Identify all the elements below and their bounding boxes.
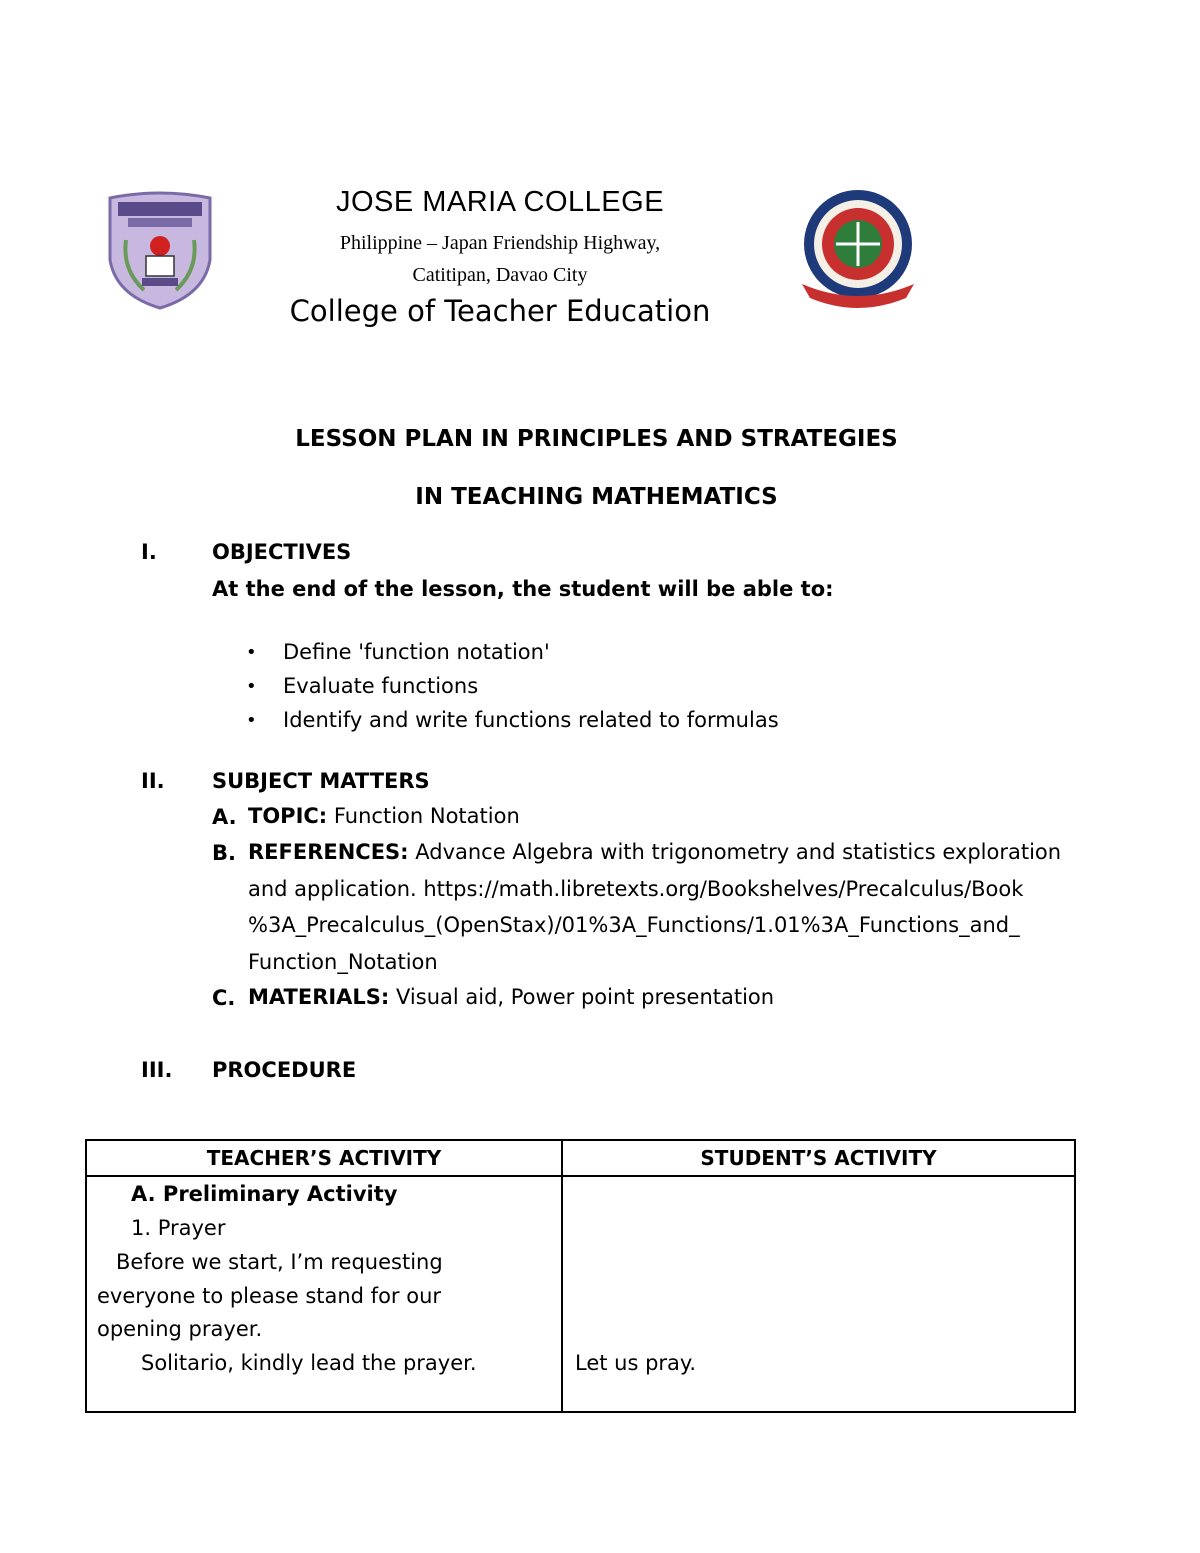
procedure-table: [85, 1139, 1076, 1413]
procedure-numeral: III.: [141, 1058, 173, 1082]
materials-line: [248, 979, 1098, 1016]
objective-item: Identify and write functions related to formulas: [283, 708, 779, 732]
references-text: %3A_Precalculus_(OpenStax)/01%3A_Functions/1.01%3A_Functions_and_: [248, 913, 1020, 937]
references-letter: B.: [212, 841, 236, 865]
student-response: Let us pray.: [575, 1351, 697, 1375]
materials-label: MATERIALS:: [248, 985, 390, 1009]
teacher-line: everyone to please stand for our: [97, 1284, 442, 1308]
student-activity-header: STUDENT’S ACTIVITY: [562, 1140, 1075, 1176]
preliminary-activity-heading: A. Preliminary Activity: [131, 1182, 398, 1206]
bullet-icon: •: [246, 710, 257, 731]
address-line-2: Catitipan, Davao City: [412, 264, 588, 286]
teacher-activity-header: TEACHER’S ACTIVITY: [86, 1140, 562, 1176]
college-seal-logo-right: [796, 186, 920, 310]
references-text: Function_Notation: [248, 949, 438, 974]
lesson-plan-title-line-1: LESSON PLAN IN PRINCIPLES AND STRATEGIES: [295, 426, 898, 452]
objectives-numeral: I.: [141, 540, 157, 564]
teacher-activity-cell: [86, 1176, 562, 1412]
references-block: [248, 834, 1098, 980]
teacher-line: opening prayer.: [97, 1317, 263, 1341]
objective-item: Evaluate functions: [283, 674, 479, 698]
lesson-plan-title-line-2: IN TEACHING MATHEMATICS: [415, 484, 778, 510]
references-label: REFERENCES:: [248, 840, 409, 864]
subject-matters-numeral: II.: [141, 769, 165, 793]
objectives-intro: At the end of the lesson, the student will be able to:: [212, 577, 834, 601]
school-name: JOSE MARIA COLLEGE: [335, 186, 665, 218]
topic-label: TOPIC:: [248, 804, 328, 828]
objectives-heading: OBJECTIVES: [212, 540, 352, 564]
references-text: and application. https://math.libretexts.org/Bookshelves/Precalculus/Book: [248, 876, 1024, 901]
school-logo-left: [104, 190, 216, 310]
teacher-line: Solitario, kindly lead the prayer.: [141, 1351, 477, 1375]
subject-matters-heading: SUBJECT MATTERS: [212, 769, 430, 793]
bullet-icon: •: [246, 642, 257, 663]
topic-letter: A.: [212, 805, 237, 829]
address-line-1: Philippine – Japan Friendship Highway,: [339, 232, 661, 254]
materials-value: Visual aid, Power point presentation: [389, 985, 775, 1009]
college-name: College of Teacher Education: [289, 294, 711, 328]
procedure-heading: PROCEDURE: [212, 1058, 357, 1082]
bullet-icon: •: [246, 676, 257, 697]
teacher-line: Before we start, I’m requesting: [116, 1250, 443, 1274]
objective-item: Define 'function notation': [283, 640, 550, 664]
prayer-item: 1. Prayer: [131, 1216, 226, 1240]
topic-value: Function Notation: [327, 804, 520, 828]
student-activity-cell: [562, 1176, 1075, 1412]
topic-line: [248, 798, 1098, 835]
references-text: Advance Algebra with trigonometry and statistics exploration: [408, 840, 1062, 864]
table-header-row: [86, 1140, 1075, 1176]
table-row: [86, 1176, 1075, 1412]
materials-letter: C.: [212, 986, 236, 1010]
